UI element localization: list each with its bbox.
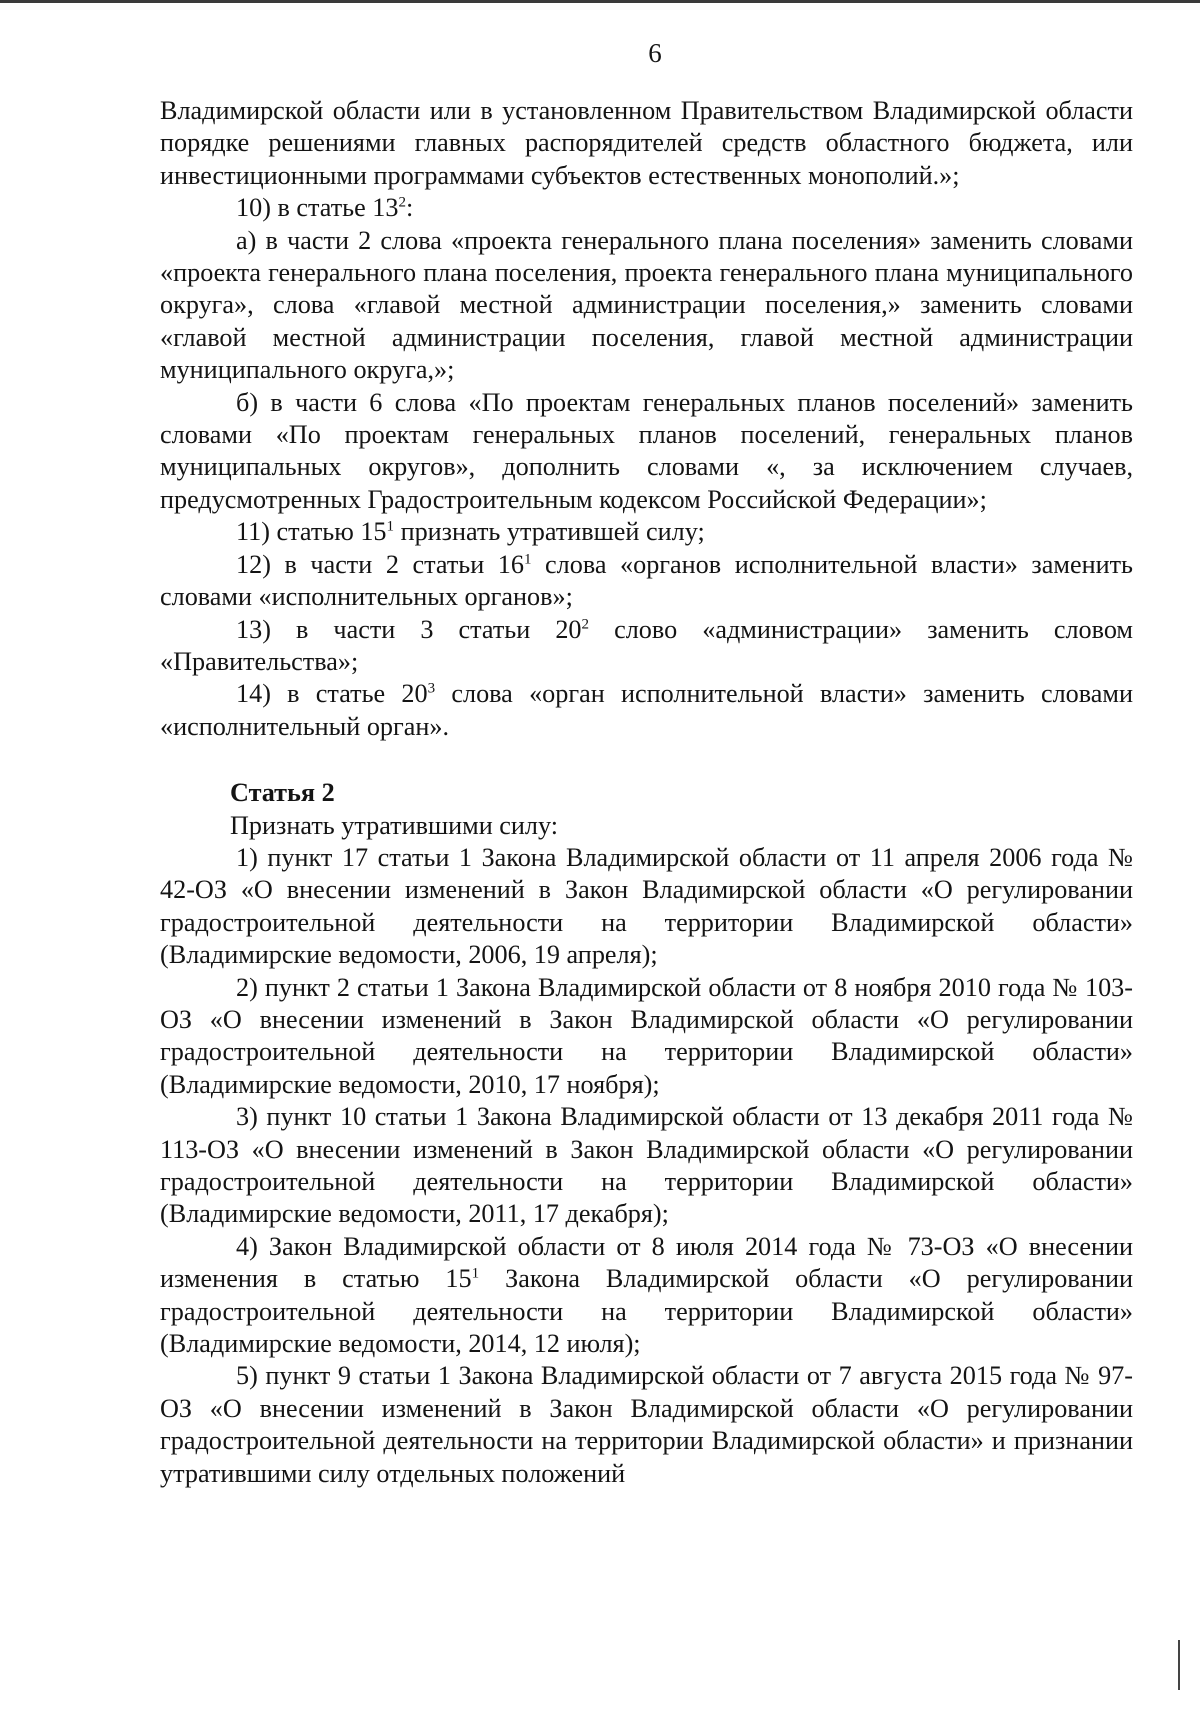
- top-border: [0, 0, 1200, 3]
- document-body: [160, 95, 1133, 1490]
- continuation-paragraph: Владимирской области или в установленном Правительством Владимирской области порядке решениями главных распорядителей средств областного бюджета, или инвестиционными программами субъектов естественных монополий.»;: [160, 96, 1133, 190]
- article-2-item-1: 1) пункт 17 статьи 1 Закона Владимирской области от 11 апреля 2006 года № 42-ОЗ «О внесении изменений в Закон Владимирской области «О регулировании градостроительной деятельности на территории Владимирской области» (Владимирские ведомости, 2006, 19 апреля);: [160, 842, 1133, 970]
- item-10: 10) в статье $13^2$:: [236, 193, 414, 223]
- item-12: 12) в части 2 статьи $16^1$ слова «органов исполнительной власти» заменить словами «исполнительных органов»;: [160, 549, 1133, 612]
- item-10b: б) в части 6 слова «По проектам генеральных планов поселений» заменить словами «По проектам генеральных планов поселений, генеральных планов муниципальных округов», дополнить словами «, за исключением случаев, предусмотренных Градостроительным кодексом Российской Федерации»;: [160, 387, 1133, 514]
- item-13: 13) в части 3 статьи $20^2$ слово «администрации» заменить словом «Правительства»;: [160, 614, 1133, 676]
- article-2-item-2: 2) пункт 2 статьи 1 Закона Владимирской области от 8 ноября 2010 года № 103-ОЗ «О внесении изменений в Закон Владимирской области «О регулировании градостроительной деятельности на территории Владимирской области» (Владимирские ведомости, 2010, 17 ноября);: [160, 972, 1133, 1099]
- article-2-item-5: 5) пункт 9 статьи 1 Закона Владимирской области от 7 августа 2015 года № 97-ОЗ «О внесении изменений в Закон Владимирской области «О регулировании градостроительной деятельности на территории Владимирской области» и признании утратившими силу отдельных положений: [160, 1361, 1133, 1488]
- scan-margin-mark: [1178, 1640, 1180, 1690]
- item-14: 14) в статье $20^3$ слова «орган исполнительной власти» заменить словами «исполнительный орган».: [160, 679, 1133, 741]
- article-2-item-3: 3) пункт 10 статьи 1 Закона Владимирской области от 13 декабря 2011 года № 113-ОЗ «О внесении изменений в Закон Владимирской области «О регулировании градостроительной деятельности на территории Владимирской области» (Владимирские ведомости, 2011, 17 декабря);: [160, 1102, 1133, 1229]
- section-gap: [160, 743, 1133, 775]
- item-10a: а) в части 2 слова «проекта генерального плана поселения» заменить словами «проекта генерального плана поселения, проекта генерального плана муниципального округа», слова «главой местной администрации поселения,» заменить словами «главой местной администрации поселения, главой местной администрации муниципального округа,»;: [160, 225, 1133, 385]
- article-2-item-4: 4) Закон Владимирской области от 8 июля 2014 года № 73-ОЗ «О внесении изменения в статью $15^1$ Закона Владимирской области «О регулировании градостроительной деятельности на территории Владимирской области» (Владимирские ведомости, 2014, 12 июля);: [160, 1231, 1133, 1359]
- article-2-intro: Признать утратившими силу:: [230, 810, 559, 840]
- page-number: 6: [648, 38, 662, 68]
- article-2-heading: Статья 2: [230, 778, 335, 808]
- item-11: 11) статью $15^1$ признать утратившей силу;: [236, 517, 705, 547]
